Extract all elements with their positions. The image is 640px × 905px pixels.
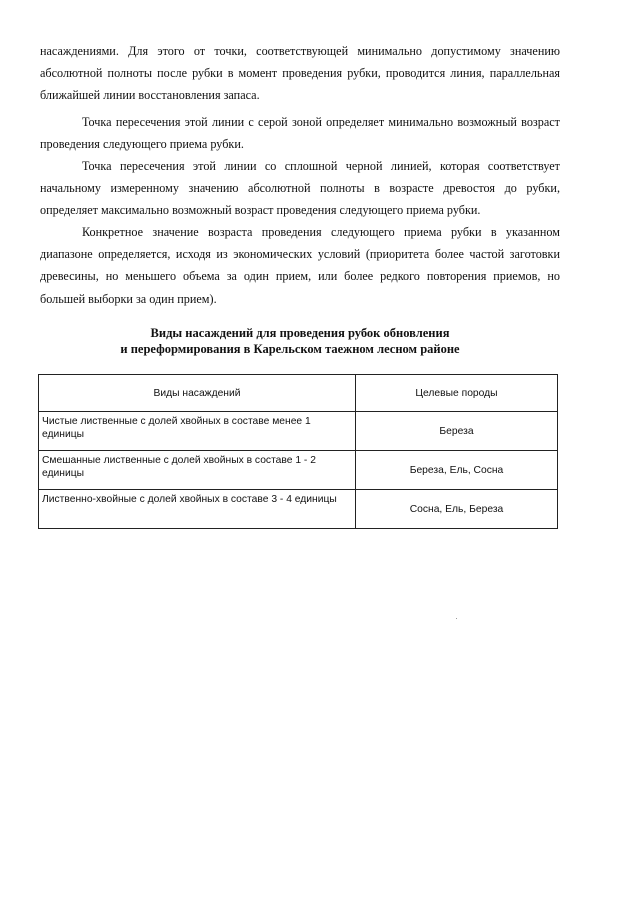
paragraph-min-age: Точка пересечения этой линии с серой зоной определяет минимально возможный возраст проведения следующего приема рубки. — [40, 115, 560, 152]
stand-type-cell: Чистые лиственные с долей хвойных в составе менее 1 единицы — [39, 412, 356, 451]
paragraph-economic-conditions: Конкретное значение возраста проведения следующего приема рубки в указанном диапазоне определяется, исходя из экономических условий (приоритета более частой заготовки древесины, но меньшего объема за один прием, или более редкого повторения приемов, но большей выборки за один прием). — [40, 225, 560, 306]
table-title-line-1: Виды насаждений для проведения рубок обновления — [150, 326, 450, 340]
stand-type-cell: Лиственно-хвойные с долей хвойных в составе 3 - 4 единицы — [39, 490, 356, 529]
target-species-cell: Береза, Ель, Сосна — [356, 451, 558, 490]
table-row — [39, 451, 558, 490]
target-species-cell: Сосна, Ель, Береза — [356, 490, 558, 529]
table-title-line-2: и переформирования в Карельском таежном лесном районе — [120, 342, 460, 356]
table-row — [39, 490, 558, 529]
column-header-stand-types: Виды насаждений — [39, 375, 356, 412]
scan-speck — [456, 618, 457, 619]
table-row — [39, 412, 558, 451]
species-table — [38, 374, 558, 529]
column-header-target-species: Целевые породы — [356, 375, 558, 412]
paragraph-continuation: насаждениями. Для этого от точки, соответствующей минимально допустимому значению абсолютной полноты после рубки в момент проведения рубки, проводится линия, параллельная ближайшей линии восстановления запаса. — [40, 44, 560, 103]
table-header-row — [39, 375, 558, 412]
target-species-cell: Береза — [356, 412, 558, 451]
paragraph-max-age: Точка пересечения этой линии со сплошной черной линией, которая соответствует начальному измеренному значению абсолютной полноты в возрасте древостоя до рубки, определяет максимально возможный возраст проведения следующего приема рубки. — [40, 159, 560, 218]
stand-type-cell: Смешанные лиственные с долей хвойных в составе 1 - 2 единицы — [39, 451, 356, 490]
